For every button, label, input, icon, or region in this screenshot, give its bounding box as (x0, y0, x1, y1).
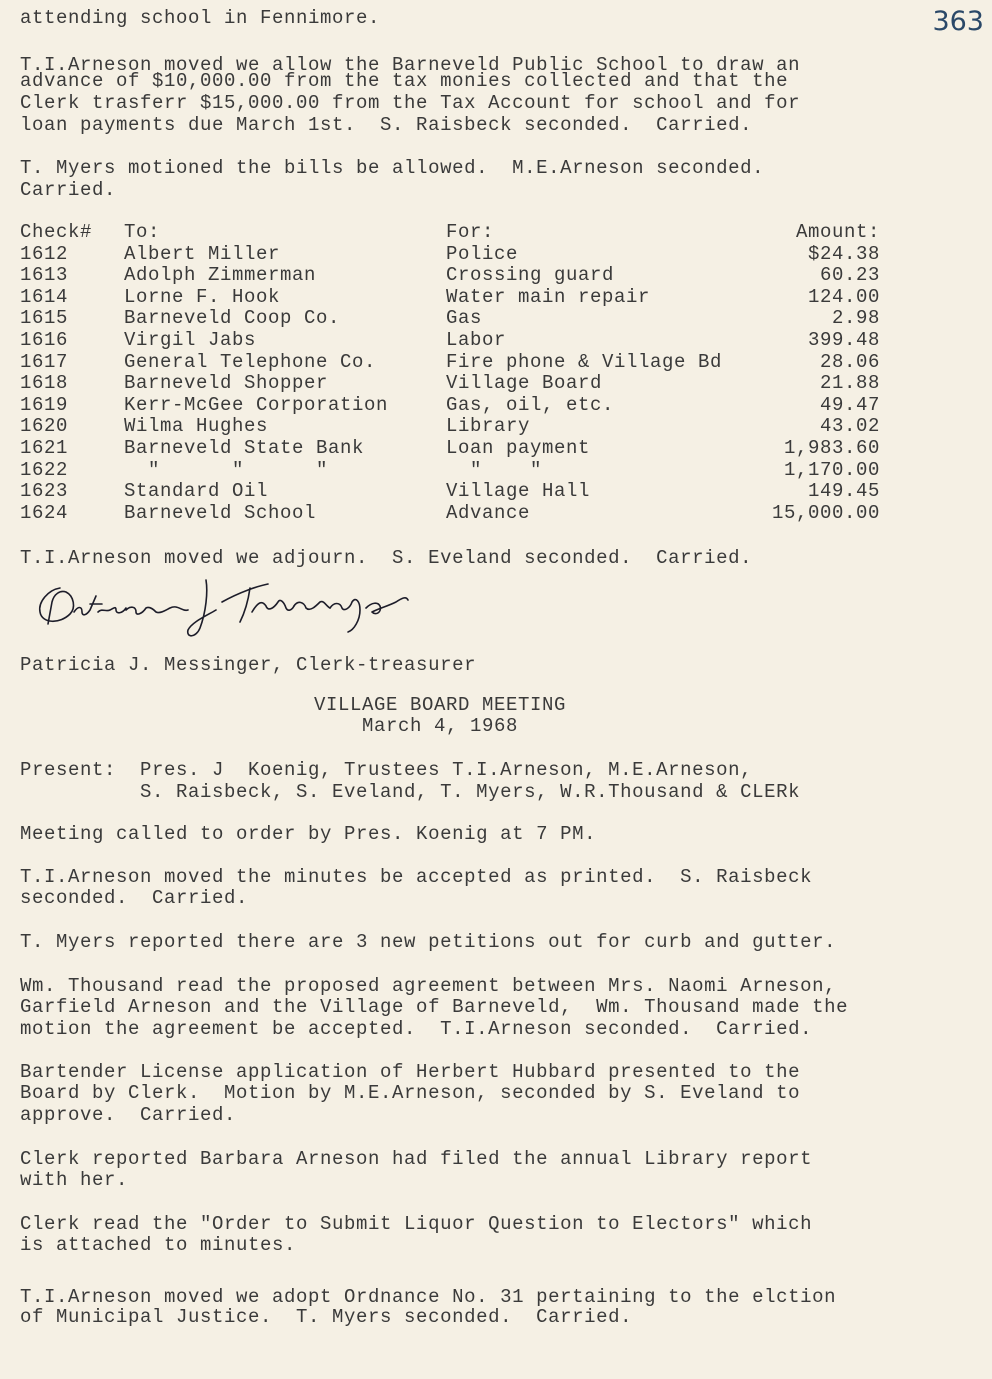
cell-for: " " (446, 458, 543, 481)
bills-table (20, 222, 880, 524)
text-line: seconded. Carried. (20, 887, 249, 909)
table-row (20, 244, 880, 266)
cell-for: Library (446, 415, 531, 438)
cell-amount: $24.38 (807, 242, 880, 265)
top-line: attending school in Fennimore. (20, 7, 381, 29)
cell-amount: 149.45 (807, 480, 880, 503)
text-line: of Municipal Justice. T. Myers seconded. Carried. (20, 1306, 633, 1328)
text-line: Present: Pres. J Koenig, Trustees T.I.Arneson, M.E.Arneson, (20, 759, 753, 781)
cell-check: 1612 (20, 242, 69, 265)
cell-to: Standard Oil (124, 480, 269, 503)
cell-check: 1615 (20, 307, 69, 330)
cell-to: Kerr-McGee Corporation (124, 393, 389, 416)
cell-to: Barneveld Shopper (124, 372, 329, 395)
table-row (20, 395, 880, 417)
text-line: Carried. (20, 179, 117, 201)
cell-to: Adolph Zimmerman (124, 264, 317, 287)
text-line: approve. Carried. (20, 1104, 237, 1126)
cell-check: 1623 (20, 480, 69, 503)
cell-for: Fire phone & Village Bd (446, 350, 723, 373)
text-line: loan payments due March 1st. S. Raisbeck seconded. Carried. (20, 114, 753, 136)
table-row (20, 481, 880, 503)
text-line: advance of $10,000.00 from the tax monies collected and that the (20, 70, 789, 92)
cell-for: Gas, oil, etc. (446, 393, 615, 416)
text-line: Clerk read the "Order to Submit Liquor Question to Electors" which (20, 1213, 813, 1235)
table-row (20, 503, 880, 525)
cell-check: 1616 (20, 328, 69, 351)
cell-amount: 1,983.60 (783, 436, 880, 459)
header-to: To: (124, 221, 161, 243)
text-line: T.I.Arneson moved we allow the Barneveld Public School to draw an (20, 54, 801, 76)
table-header-row (20, 222, 880, 244)
text-line: Clerk reported Barbara Arneson had filed the annual Library report (20, 1148, 813, 1170)
cell-check: 1621 (20, 436, 69, 459)
cell-for: Labor (446, 328, 507, 351)
cell-amount: 60.23 (819, 264, 880, 287)
text-line: Bartender License application of Herbert Hubbard presented to the (20, 1061, 801, 1083)
page-number: 363 (932, 6, 984, 37)
cell-amount: 49.47 (819, 393, 880, 416)
table-row (20, 438, 880, 460)
cell-to: Barneveld Coop Co. (124, 307, 341, 330)
adjourn-line: T.I.Arneson moved we adjourn. S. Eveland seconded. Carried. (20, 547, 753, 569)
cell-check: 1622 (20, 458, 69, 481)
meeting-date: March 4, 1968 (361, 715, 519, 737)
table-row (20, 352, 880, 374)
cell-amount: 43.02 (819, 415, 880, 438)
text-line: motion the agreement be accepted. T.I.Arneson seconded. Carried. (20, 1018, 813, 1040)
cell-to: Lorne F. Hook (124, 285, 281, 308)
meeting-title: VILLAGE BOARD MEETING (313, 694, 567, 716)
cell-for: Water main repair (446, 285, 651, 308)
called-to-order: Meeting called to order by Pres. Koenig at 7 PM. (20, 823, 597, 845)
text-line: S. Raisbeck, S. Eveland, T. Myers, W.R.Thousand & CLERk (20, 781, 801, 803)
cell-amount: 1,170.00 (783, 458, 880, 481)
text-line: is attached to minutes. (20, 1234, 297, 1256)
cell-check: 1618 (20, 372, 69, 395)
text-line: Wm. Thousand read the proposed agreement between Mrs. Naomi Arneson, (20, 975, 837, 997)
cell-to: Virgil Jabs (124, 328, 257, 351)
text-line: Board by Clerk. Motion by M.E.Arneson, seconded by S. Eveland to (20, 1082, 801, 1104)
cell-check: 1613 (20, 264, 69, 287)
cell-for: Police (446, 242, 519, 265)
header-for: For: (446, 221, 495, 243)
cell-amount: 15,000.00 (771, 501, 880, 524)
text-line: Clerk trasferr $15,000.00 from the Tax Account for school and for (20, 92, 801, 114)
petitions-line: T. Myers reported there are 3 new petitions out for curb and gutter. (20, 931, 837, 953)
table-row (20, 373, 880, 395)
text-line: T. Myers motioned the bills be allowed. M.E.Arneson seconded. (20, 157, 765, 179)
cell-for: Loan payment (446, 436, 591, 459)
cell-for: Gas (446, 307, 483, 330)
cell-to: Barneveld School (124, 501, 317, 524)
text-line: Garfield Arneson and the Village of Barneveld, Wm. Thousand made the (20, 996, 849, 1018)
text-line: T.I.Arneson moved the minutes be accepted as printed. S. Raisbeck (20, 866, 813, 888)
cell-to: Wilma Hughes (124, 415, 269, 438)
cell-for: Crossing guard (446, 264, 615, 287)
cell-amount: 28.06 (819, 350, 880, 373)
header-amount: Amount: (795, 221, 880, 243)
text-line: with her. (20, 1169, 129, 1191)
cell-check: 1624 (20, 501, 69, 524)
cell-check: 1619 (20, 393, 69, 416)
table-row (20, 308, 880, 330)
cell-to: General Telephone Co. (124, 350, 377, 373)
cell-check: 1614 (20, 285, 69, 308)
cell-amount: 2.98 (831, 307, 880, 330)
cell-amount: 399.48 (807, 328, 880, 351)
cell-for: Advance (446, 501, 531, 524)
table-row (20, 416, 880, 438)
signer-line: Patricia J. Messinger, Clerk-treasurer (20, 654, 477, 676)
bill-rows (20, 244, 880, 525)
header-check: Check# (20, 221, 93, 243)
cell-to: " " " (124, 458, 329, 481)
cell-for: Village Board (446, 372, 603, 395)
cell-to: Barneveld State Bank (124, 436, 365, 459)
table-row (20, 287, 880, 309)
table-row (20, 265, 880, 287)
cell-check: 1617 (20, 350, 69, 373)
signature-image (30, 572, 430, 642)
cell-for: Village Hall (446, 480, 591, 503)
table-row (20, 330, 880, 352)
cell-to: Albert Miller (124, 242, 281, 265)
cell-amount: 21.88 (819, 372, 880, 395)
table-row (20, 460, 880, 482)
cell-amount: 124.00 (807, 285, 880, 308)
text-line: T.I.Arneson moved we adopt Ordnance No. 31 pertaining to the elction (20, 1286, 837, 1308)
cell-check: 1620 (20, 415, 69, 438)
